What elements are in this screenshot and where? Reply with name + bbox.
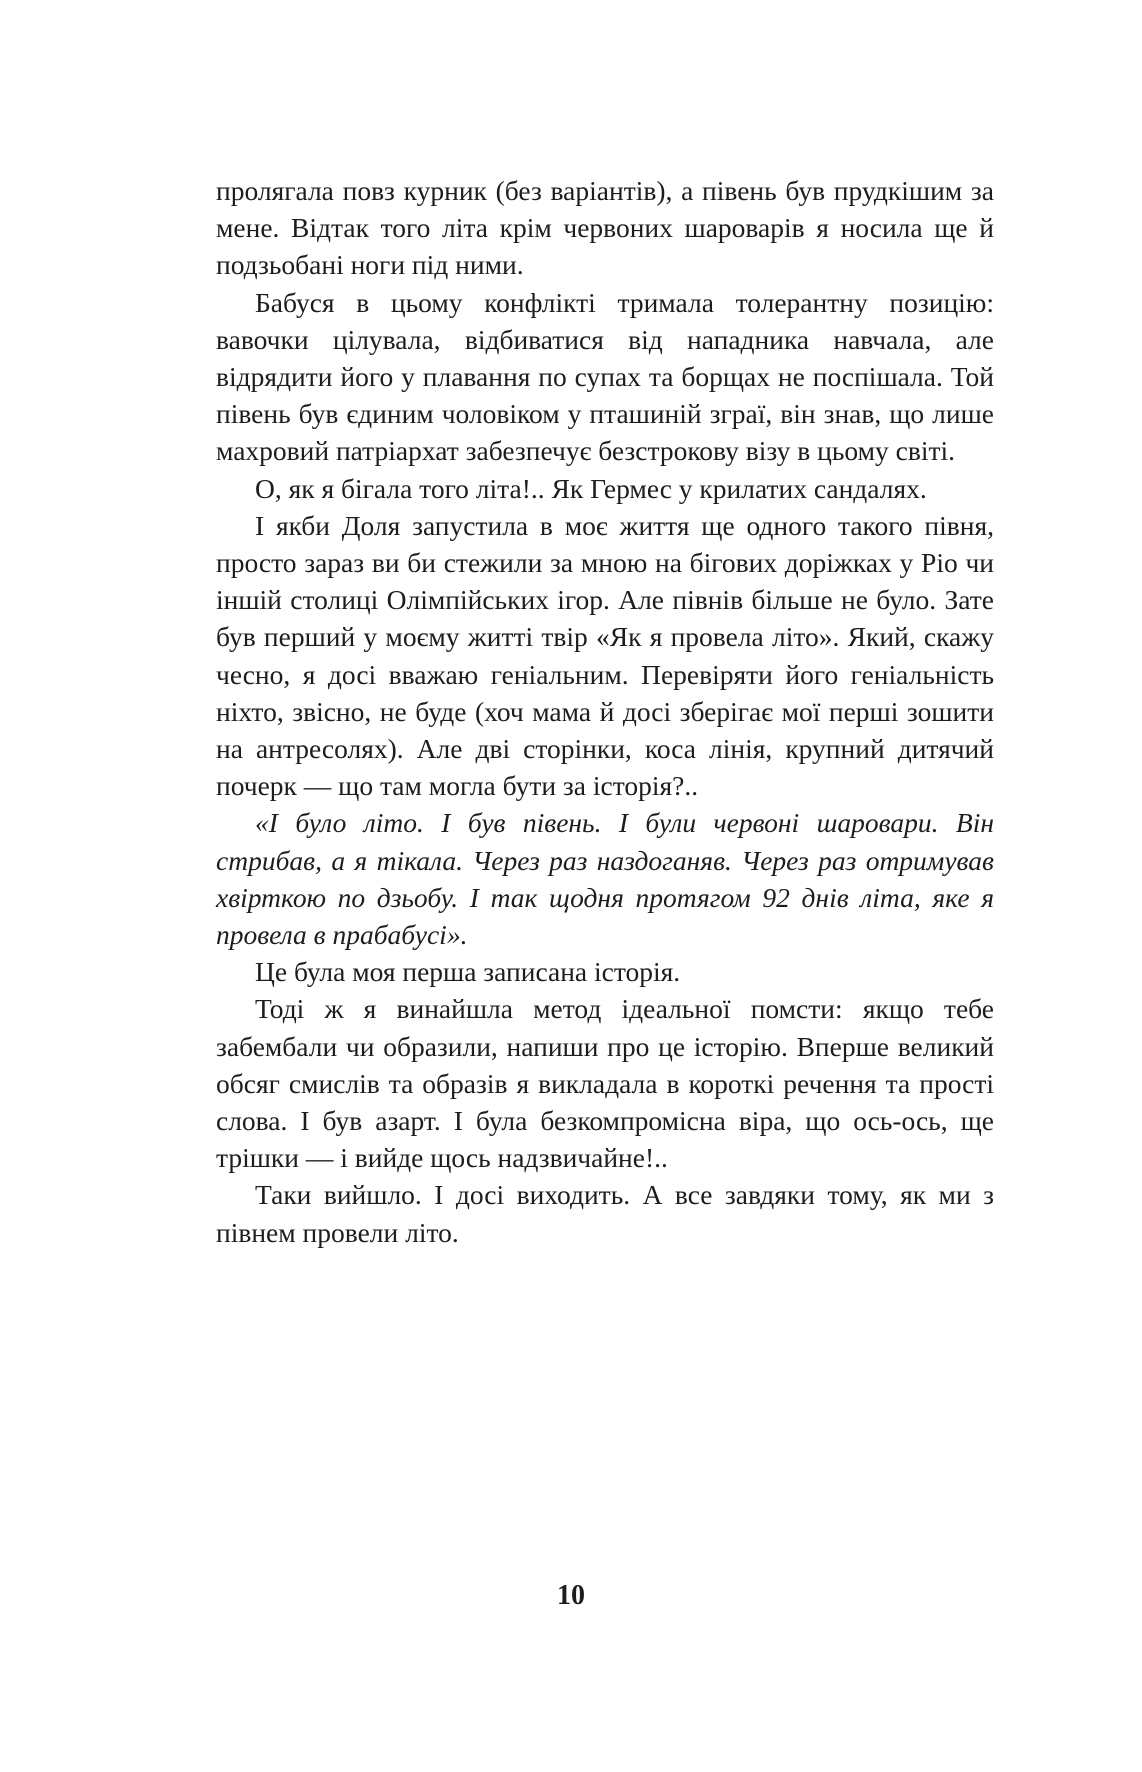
paragraph-7: Тоді ж я винайшла метод ідеальної помсти: якщо тебе забембали чи образили, напиши про це історію. Вперше великий обсяг смислів та образів я викладала в короткі речення та прості слова. І був азарт. І була безкомпромісна віра, що ось-ось, ще трішки — і вийде щось надзвичайне!.. [216,993,994,1174]
paragraph-5-quote: «І було літо. І був півень. І були червоні шаровари. Він стрибав, а я тікала. Через раз наздоганяв. Через раз отримував хвірткою по дзьобу. І так щодня протягом 92 днів літа, яке я провела в прабабусі». [216,807,994,951]
body-text [216,172,994,1251]
paragraph-4: І якби Доля запустила в моє життя ще одного такого півня, просто зараз ви би стежили за мною на бігових доріжках у Ріо чи іншій столиці Олімпійських ігор. Але півнів більше не було. Зате був перший у моєму житті твір «Як я провела літо». Який, скажу чесно, я досі вважаю геніальним. Перевіряти його геніальність ніхто, звісно, не буде (хоч мама й досі зберігає мої перші зошити на антресолях). Але дві сторінки, коса лінія, крупний дитячий почерк — що там могла бути за історія?.. [216,509,994,802]
paragraph-6: Це була моя перша записана історія. [255,956,681,988]
page-number: 10 [557,1580,585,1611]
paragraph-2: Бабуся в цьому конфлікті тримала толерантну позицію: вавочки цілувала, відбиватися від нападника навчала, але відрядити його у плавання по супах та борщах не поспішала. Той півень був єдиним чоловіком у пташиній зграї, він знав, що лише махровий патріархат забезпечує безстрокову візу в цьому світі. [216,286,994,467]
paragraph-3: О, як я бігала того літа!.. Як Гермес у крилатих сандалях. [255,472,927,504]
paragraph-8: Таки вийшло. І досі виходить. А все завдяки тому, як ми з півнем провели літо. [216,1179,994,1248]
paragraph-1: пролягала повз курник (без варіантів), а півень був прудкішим за мене. Відтак того літа крім червоних шароварів я носила ще й подзьобані ноги під ними. [216,175,994,281]
